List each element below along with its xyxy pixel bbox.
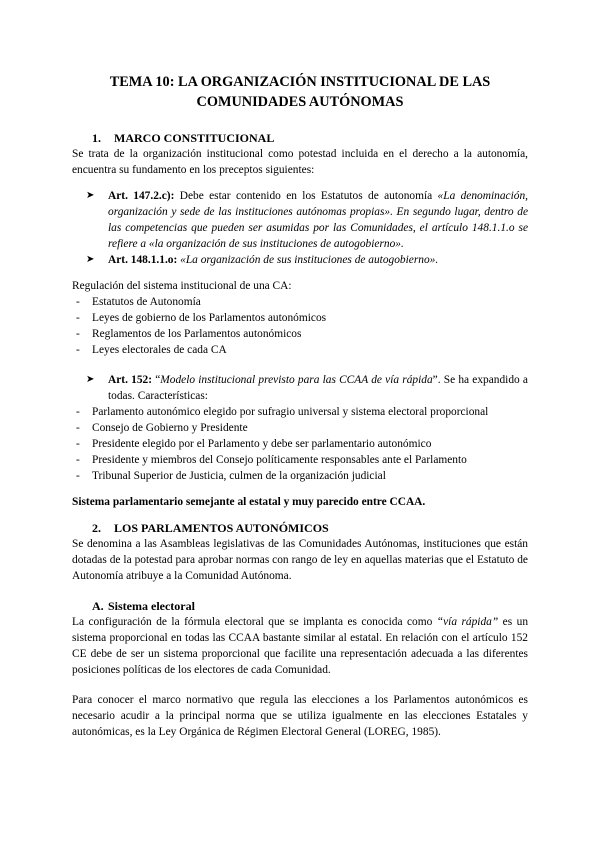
subsection-a-letter: A. [92,599,104,613]
list-item: - Estatutos de Autonomía [72,294,528,310]
article-ref: Art. 147.2.c): [108,190,175,202]
regulation-list [72,294,528,358]
page-title [72,72,528,112]
list-item: - Presidente y miembros del Consejo políticamente responsables ante el Parlamento [72,452,528,468]
list-item: - Leyes de gobierno de los Parlamentos autonómicos [72,310,528,326]
subsection-a-paragraph-1 [72,614,528,678]
arrow-bullet-icon: ➤ [86,190,95,201]
section-2-number: 2. [92,521,101,535]
paragraph-text: La configuración de la fórmula electoral que se implanta es conocida como [72,616,437,628]
article-quote: Modelo institucional previsto para las CCAA de vía rápida [160,374,433,386]
list-item: - Tribunal Superior de Justicia, culmen de la organización judicial [72,468,528,484]
document-body [72,72,528,740]
paragraph-quote: “vía rápida” [436,616,499,628]
section-1-title: MARCO CONSTITUCIONAL [114,131,275,145]
title-line-1: TEMA 10: LA ORGANIZACIÓN INSTITUCIONAL DE LAS [109,74,491,90]
title-line-2: COMUNIDADES AUTÓNOMAS [196,94,404,110]
list-item: - Presidente elegido por el Parlamento y debe ser parlamentario autonómico [72,436,528,452]
section-1-intro: Se trata de la organización institucional como potestad incluida en el derecho a la autonomía, encuentra su fundamento en los preceptos siguientes: [72,148,528,176]
section-1-number: 1. [92,131,101,145]
characteristics-list [72,404,528,484]
quote-mark: “ [152,374,161,386]
list-item: - Parlamento autonómico elegido por sufragio universal y sistema electoral proporcional [72,404,528,420]
article-ref: Art. 148.1.1.o: [108,254,178,266]
subsection-a-title: Sistema electoral [108,599,195,613]
list-item: - Consejo de Gobierno y Presidente [72,420,528,436]
subsection-a-heading [72,598,528,614]
article-148-item [72,252,528,268]
article-ref: Art. 152: [108,374,152,386]
subsection-a-paragraph-2: Para conocer el marco normativo que regula las elecciones a los Parlamentos autonómicos es necesario acudir a la principal norma que se utiliza igualmente en las elecciones Estatales y autonómicas, es la Ley Orgánica de Régimen Electoral General (LOREG, 1985). [72,694,528,738]
arrow-bullet-icon: ➤ [86,254,95,265]
article-147-item [72,188,528,252]
section-1-heading [72,130,528,146]
article-quote: «La denominación, organización y sede de las instituciones autónomas propias». En segundo lugar, dentro de las competencias que pueden ser asumidas por las Comunidades, el artículo 148.1.1.o se refiere a «la organización de sus instituciones de autogobierno». [108,190,528,250]
list-item: - Leyes electorales de cada CA [72,342,528,358]
section-2-heading [72,520,528,536]
article-152-item [72,372,528,404]
article-quote: «La organización de sus instituciones de autogobierno». [180,254,439,266]
arrow-bullet-icon: ➤ [86,374,95,385]
article-text: ”. Se ha expandido a todas. Características: [108,374,528,402]
section-1-conclusion: Sistema parlamentario semejante al estatal y muy parecido entre CCAA. [72,496,426,508]
regulation-intro: Regulación del sistema institucional de una CA: [72,280,292,292]
paragraph-text: es un sistema proporcional en todas las CCAA bastante similar al estatal. En relación con el artículo 152 CE debe de ser un sistema proporcional que facilite una representación adecuada a las diferentes posiciones políticas de los electores de cada Comunidad. [72,616,529,676]
list-item: - Reglamentos de los Parlamentos autonómicos [72,326,528,342]
article-text: Debe estar contenido en los Estatutos de autonomía [174,190,438,202]
section-2-intro: Se denomina a las Asambleas legislativas de las Comunidades Autónomas, instituciones que están dotadas de la potestad para aprobar normas con rango de ley en aquellas materias que el Estatuto de Autonomía atribuye a la Comunidad Autónoma. [72,538,528,582]
section-2-title: LOS PARLAMENTOS AUTONÓMICOS [114,521,329,535]
